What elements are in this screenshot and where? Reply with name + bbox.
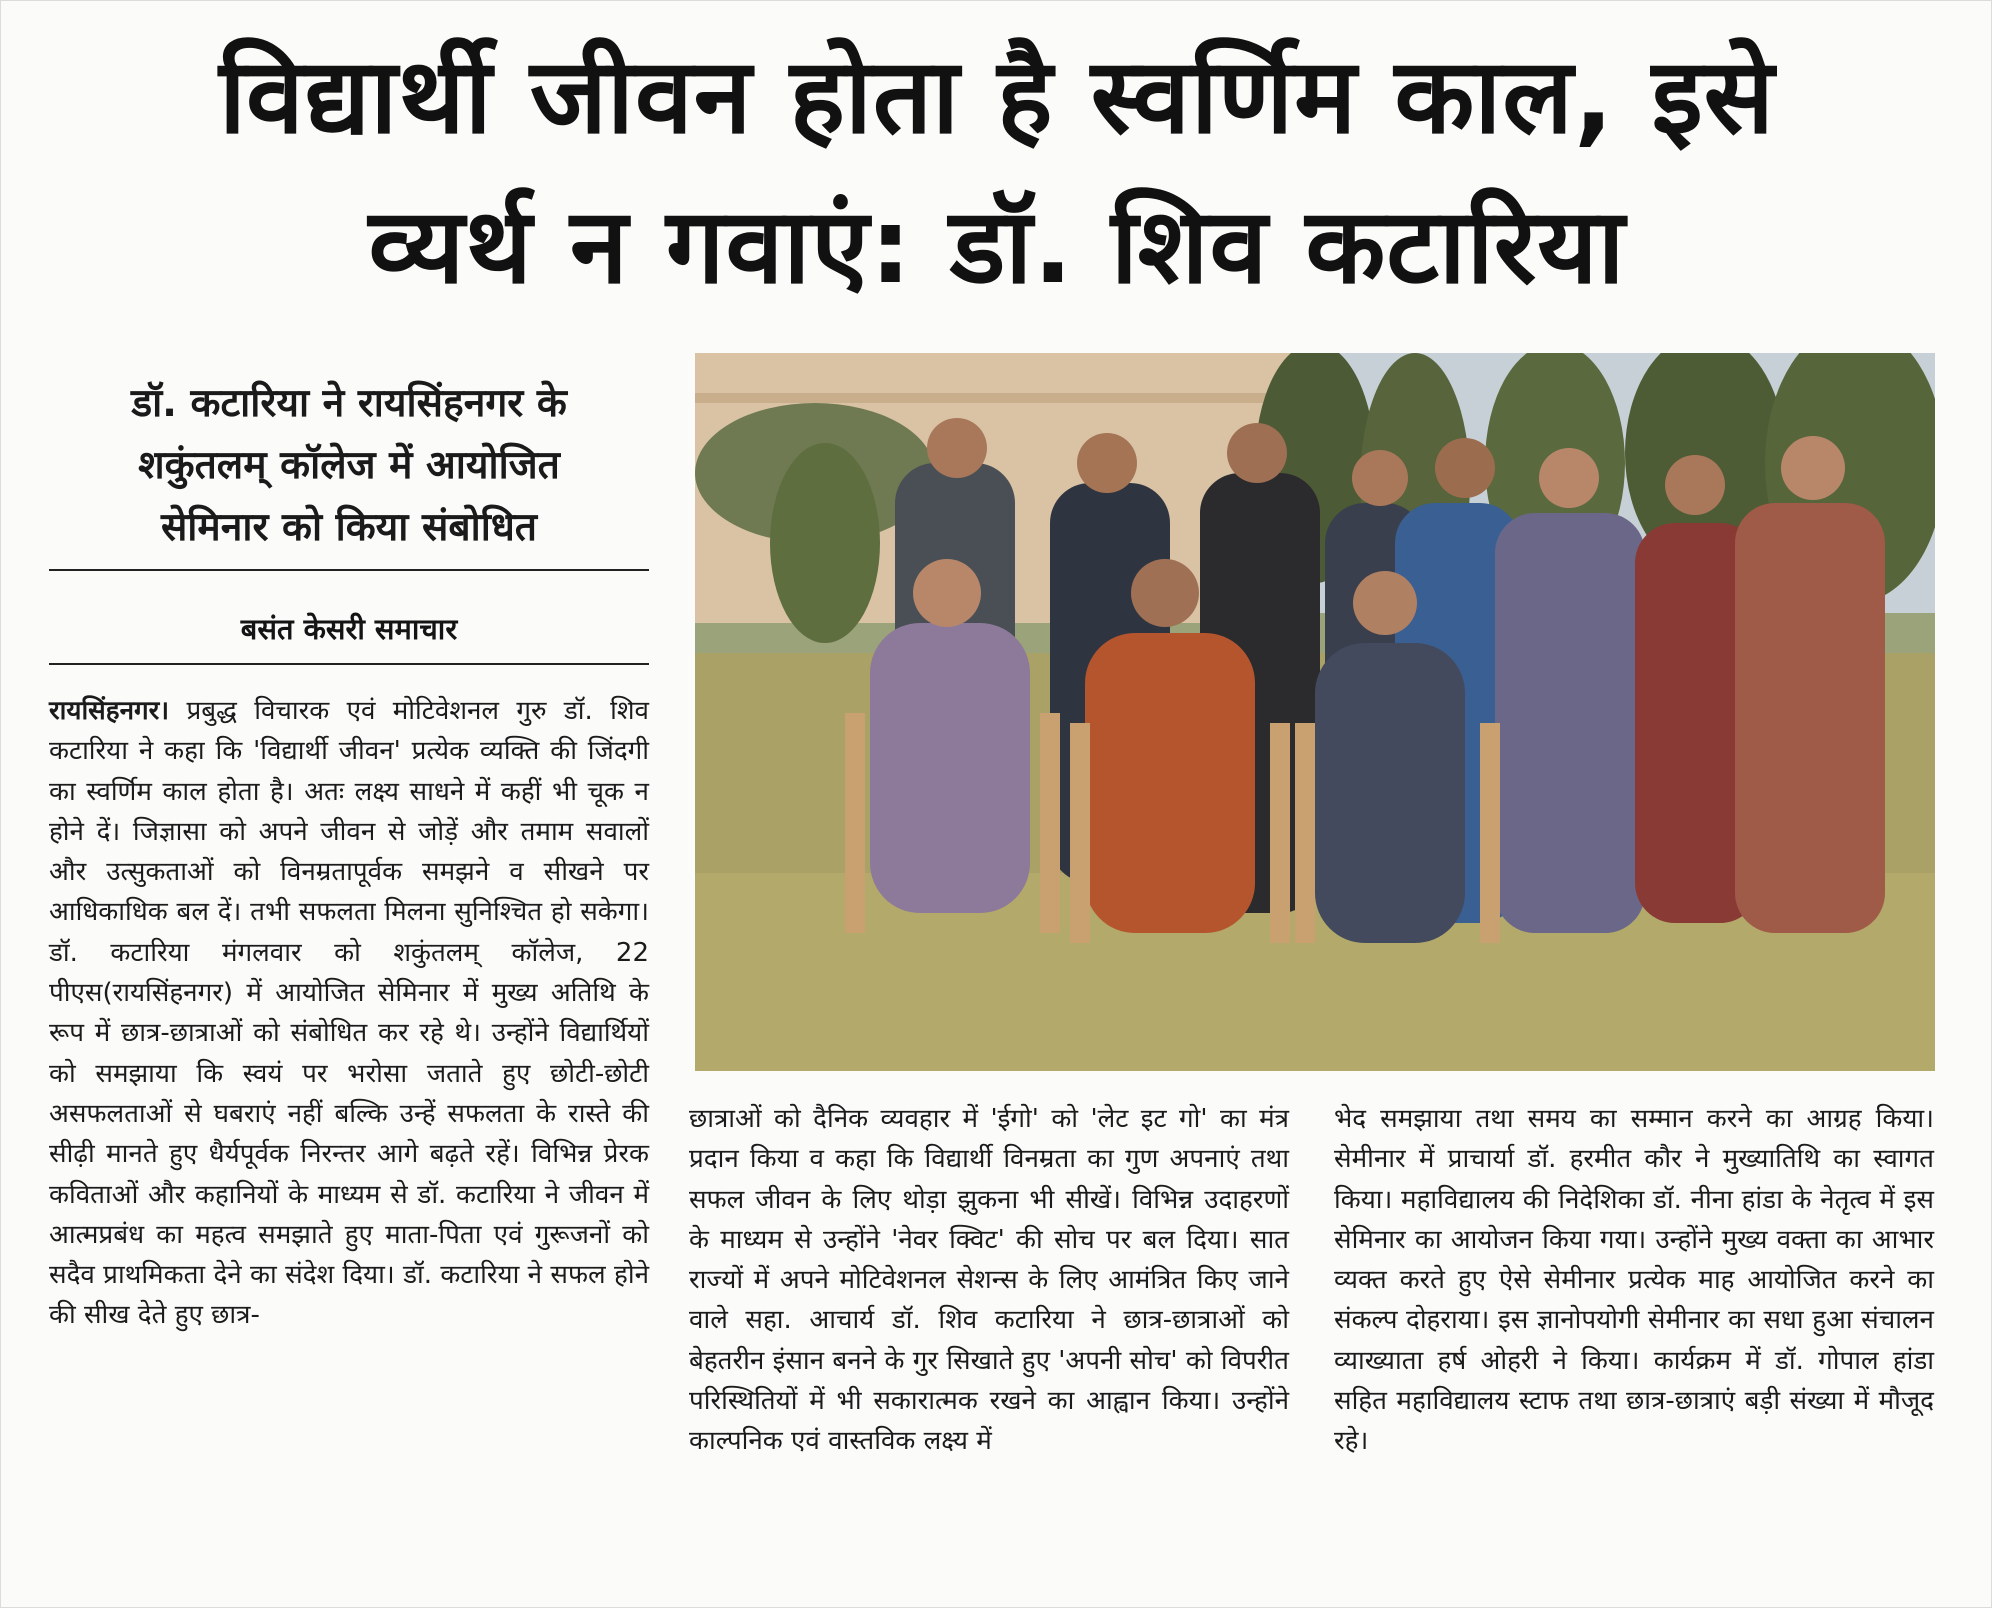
- article-text-column-1: प्रबुद्ध विचारक एवं मोटिवेशनल गुरु डॉ. शिव कटारिया ने कहा कि 'विद्यार्थी जीवन' प्रत्येक व्यक्ति की जिंदगी का स्वर्णिम काल होता है। अतः लक्ष्य साधने में कहीं भी चूक न होने दें। जिज्ञासा को अपने जीवन से जोड़ें और तमाम सवालों और उत्सुकताओं को विनम्रतापूर्वक समझने व सीखने पर आधिकाधिक बल दें। तभी सफलता मिलना सुनिश्चित हो सकेगा। डॉ. कटारिया मंगलवार को शकुंतलम् कॉलेज, 22 पीएस(रायसिंहनगर) में आयोजित सेमिनार में मुख्य अतिथि के रूप में छात्र-छात्राओं को संबोधित कर रहे थे। उन्होंने विद्यार्थियों को समझाया कि स्वयं पर भरोसा जताते हुए छोटी-छोटी असफलताओं से घबराएं नहीं बल्कि उन्हें सफलता के रास्ते की सीढ़ी मानते हुए धैर्यपूर्वक निरन्तर आगे बढ़ते रहें। विभिन्न प्रेरक कविताओं और कहानियों के माध्यम से डॉ. कटारिया ने जीवन में आत्मप्रबंध का महत्व समझाते हुए माता-पिता एवं गुरूजनों को सदैव प्राथमिकता देने का संदेश दिया। डॉ. कटारिया ने सफल होने की सीख देते हुए छात्र-: [49, 696, 650, 1331]
- byline: बसंत केसरी समाचार: [240, 612, 458, 646]
- headline-line-1: विद्यार्थी जीवन होता है स्वर्णिम काल, इसे: [219, 35, 1775, 157]
- subheadline-divider: [49, 569, 649, 571]
- dateline: रायसिंहनगर।: [49, 696, 170, 726]
- article-column-1: [49, 691, 649, 1336]
- headline: [21, 21, 1973, 321]
- article-column-3: [1334, 1099, 1934, 1462]
- subheadline-line-1: डॉ. कटारिया ने रायसिंहनगर के: [131, 381, 567, 426]
- subheadline-line-2: शकुंतलम् कॉलेज में आयोजित: [138, 443, 560, 488]
- article-text-column-3: भेद समझाया तथा समय का सम्मान करने का आग्रह किया। सेमीनार में प्राचार्या डॉ. हरमीत कौर ने मुख्यातिथि का स्वागत किया। महाविद्यालय की निदेशिका डॉ. नीना हांडा के नेतृत्व में इस सेमिनार का आयोजन किया गया। उन्होंने मुख्य वक्ता का आभार व्यक्त करते हुए ऐसे सेमीनार प्रत्येक माह आयोजित करने का संकल्प दोहराया। इस ज्ञानोपयोगी सेमीनार का सधा हुआ संचालन व्याख्याता हर्ष ओहरी ने किया। कार्यक्रम में डॉ. गोपाल हांडा सहित महाविद्यालय स्टाफ तथा छात्र-छात्राएं बड़ी संख्या में मौजूद रहे।: [1334, 1104, 1934, 1457]
- article-text-column-2: छात्राओं को दैनिक व्यवहार में 'ईगो' को 'लेट इट गो' का मंत्र प्रदान किया व कहा कि विद्यार्थी विनम्रता का गुण अपनाएं तथा सफल जीवन के लिए थोड़ा झुकना भी सीखें। विभिन्न उदाहरणों के माध्यम से उन्होंने 'नेवर क्विट' की सोच पर बल दिया। सात राज्यों में अपने मोटिवेशनल सेशन्स के लिए आमंत्रित किए जाने वाले सहा. आचार्य डॉ. शिव कटारिया ने छात्र-छात्राओं को बेहतरीन इंसान बनने के गुर सिखाते हुए 'अपनी सोच' को विपरीत परिस्थितियों में भी सकारात्मक रखने का आह्वान किया। उन्होंने काल्पनिक एवं वास्तविक लक्ष्य में: [689, 1104, 1289, 1457]
- group-photo-image: [695, 353, 1935, 1071]
- headline-line-2: व्यर्थ न गवाएं: डॉ. शिव कटारिया: [368, 185, 1626, 307]
- subheadline: [49, 373, 649, 559]
- subheadline-line-3: सेमिनार को किया संबोधित: [160, 505, 538, 550]
- byline-divider: [49, 663, 649, 665]
- article-column-2: [689, 1099, 1289, 1462]
